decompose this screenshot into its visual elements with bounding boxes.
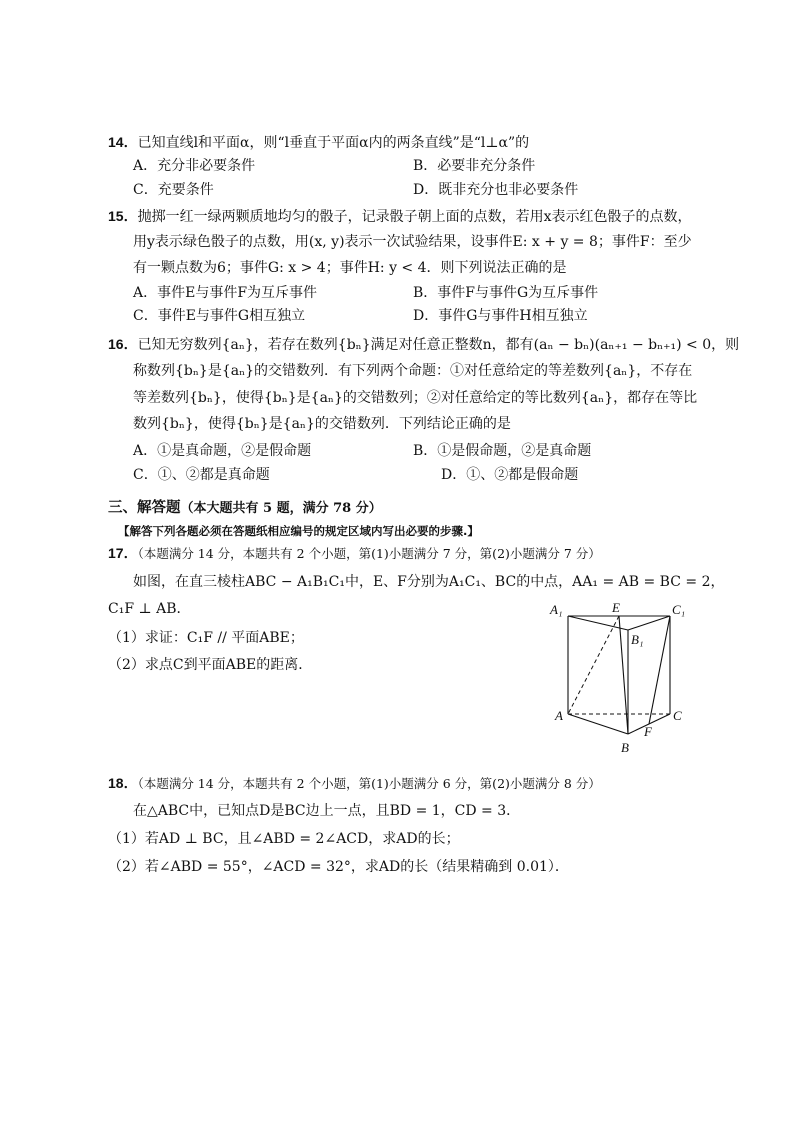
q16-option-b: B．①是假命题，②是真命题 [413, 443, 592, 459]
label-c1: C₁ [672, 602, 686, 617]
q17-part-1: （1）求证：C₁F // 平面ABE； [108, 630, 304, 646]
q16-text-1: 已知无穷数列{aₙ}，若存在数列{bₙ}满足对任意正整数n，都有(aₙ − bₙ)(aₙ₊₁ − bₙ₊₁) < 0，则 [137, 337, 740, 353]
q16-option-c: C．①、②都是真命题 [133, 467, 270, 483]
q18-number: 18． [108, 775, 138, 791]
q14-text: 已知直线l和平面α，则“l垂直于平面α内的两条直线”是“l⊥α”的 [137, 135, 530, 151]
q14-option-b: B．必要非充分条件 [413, 158, 536, 174]
section-instruction: 【解答下列各题必须在答题纸相应编号的规定区域内写出必要的步骤.】 [118, 524, 479, 538]
section-heading [108, 498, 382, 519]
q15-line-3: 有一颗点数为6；事件G: x > 4；事件H: y < 4．则下列说法正确的是 [133, 260, 567, 276]
edge-b1-c1 [628, 616, 670, 630]
q14-option-a: A．充分非必要条件 [133, 158, 256, 174]
q15-option-b: B．事件F与事件G为互斥事件 [413, 285, 599, 301]
segment-c1-f [649, 616, 670, 724]
q16-number: 16． [108, 336, 138, 352]
q18-score-info: （本题满分 14 分，本题共有 2 个小题，第(1)小题满分 6 分，第(2)小题满分 8 分） [137, 776, 601, 791]
q16-option-d: D．①、②都是假命题 [441, 467, 579, 483]
q15-line-2: 用y表示绿色骰子的点数，用(x, y)表示一次试验结果，设事件E: x + y = 8；事件F：至少 [133, 234, 692, 250]
label-b: B [621, 740, 629, 755]
label-b1: B₁ [631, 632, 644, 647]
q14-stem [108, 132, 529, 153]
q15-text-1: 抛掷一红一绿两颗质地均匀的骰子，记录骰子朝上面的点数，若用x表示红色骰子的点数， [137, 209, 692, 225]
q16-option-a: A．①是真命题，②是假命题 [133, 443, 312, 459]
q15-option-d: D．事件G与事件H相互独立 [413, 308, 588, 324]
q14-number: 14． [108, 134, 138, 150]
q17-header [108, 543, 601, 564]
q17-line-2: C₁F ⊥ AB． [108, 601, 191, 617]
q17-score-info: （本题满分 14 分，本题共有 2 个小题，第(1)小题满分 7 分，第(2)小题满分 7 分） [137, 546, 601, 561]
q17-part-2: （2）求点C到平面ABE的距离． [108, 657, 313, 673]
q17-line-1: 如图，在直三棱柱ABC − A₁B₁C₁中，E、F分别为A₁C₁、BC的中点，AA₁ = AB = BC = 2， [133, 574, 725, 590]
section-subtitle: （本大题共有 5 题，满分 78 分） [180, 501, 382, 516]
segment-e-a [568, 616, 619, 714]
q15-line-1 [108, 206, 691, 227]
q15-option-c: C．事件E与事件G相互独立 [133, 308, 306, 324]
q18-line-1: 在△ABC中，已知点D是BC边上一点，且BD = 1，CD = 3． [133, 803, 521, 819]
label-c: C [673, 708, 682, 723]
q18-header [108, 773, 601, 794]
edge-a-b [568, 714, 628, 734]
label-a: A [555, 708, 563, 723]
q18-part-2: （2）若∠ABD = 55°，∠ACD = 32°，求AD的长（结果精确到 0.01）． [108, 859, 569, 875]
q17-number: 17． [108, 545, 138, 561]
q15-option-a: A．事件E与事件F为互斥事件 [133, 285, 318, 301]
label-a1: A₁ [550, 602, 563, 617]
q15-number: 15． [108, 208, 138, 224]
q16-line-3: 等差数列{bₙ}，使得{bₙ}是{aₙ}的交错数列；②对任意给定的等比数列{aₙ}，都存在等比 [133, 390, 698, 406]
label-e: E [612, 600, 620, 615]
q14-option-d: D．既非充分也非必要条件 [413, 182, 579, 198]
section-title: 三、解答题 [108, 499, 181, 516]
q16-line-4: 数列{bₙ}，使得{bₙ}是{aₙ}的交错数列．下列结论正确的是 [133, 416, 511, 432]
segment-e-b [619, 616, 628, 734]
q14-option-c: C．充要条件 [133, 182, 214, 198]
q16-line-2: 称数列{bₙ}是{aₙ}的交错数列．有下列两个命题：①对任意给定的等差数列{aₙ}，不存在 [133, 363, 693, 379]
q16-line-1 [108, 334, 739, 355]
label-f: F [644, 724, 652, 739]
q18-part-1: （1）若AD ⊥ BC，且∠ABD = 2∠ACD，求AD的长； [108, 831, 460, 847]
prism-figure [548, 600, 688, 760]
